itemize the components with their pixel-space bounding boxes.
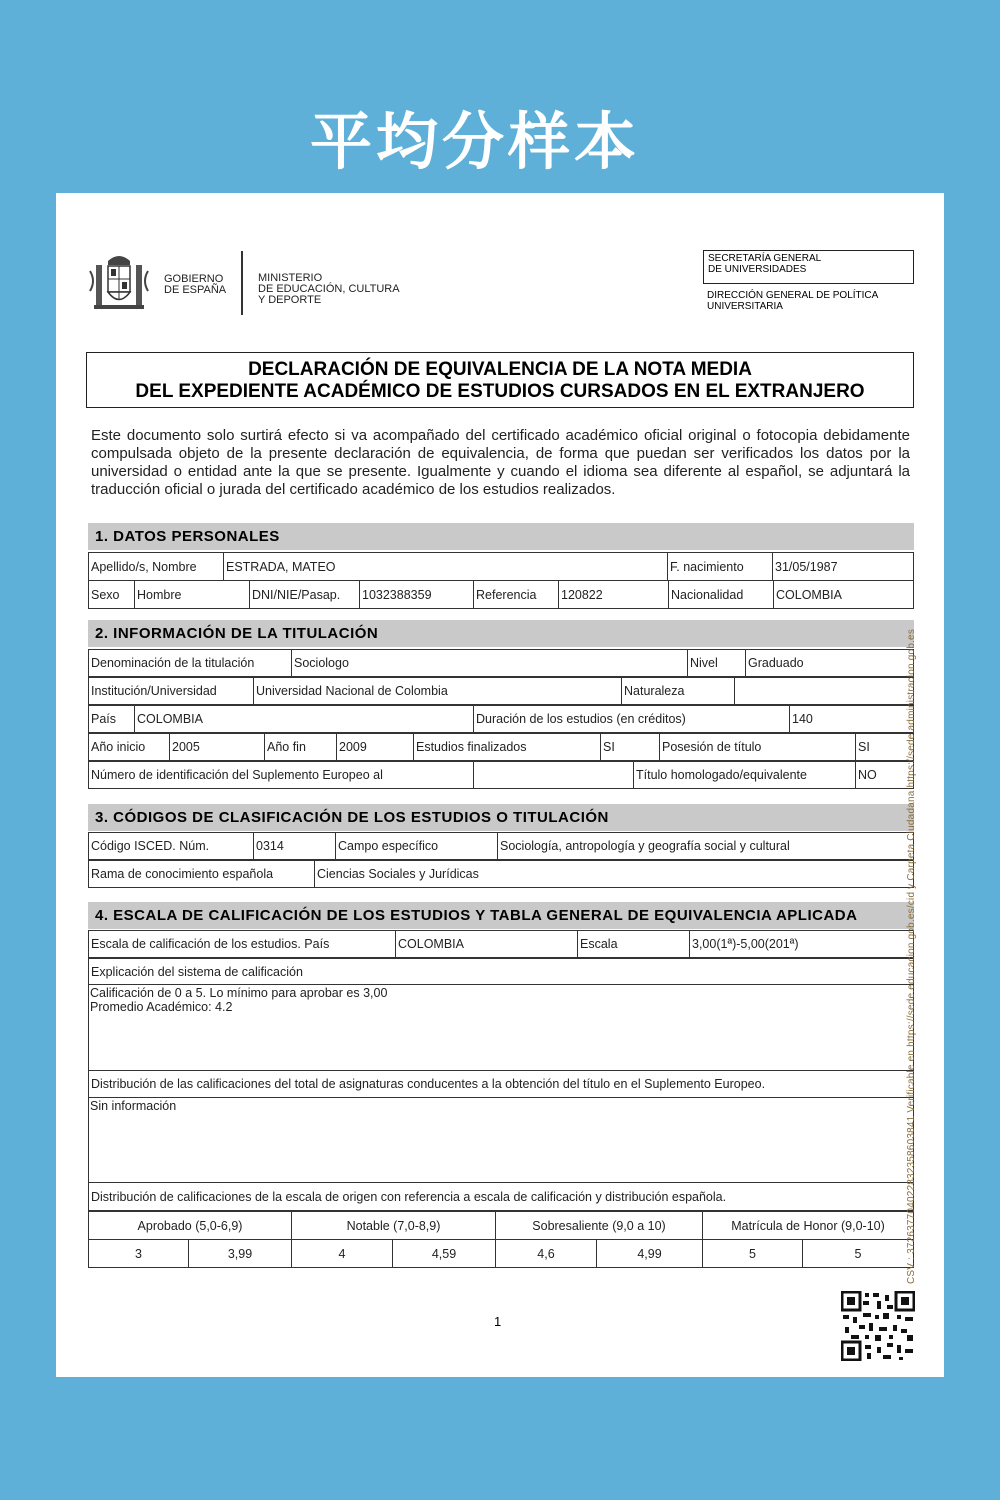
title-line-1: DECLARACIÓN DE EQUIVALENCIA DE LA NOTA MEDIA: [248, 359, 752, 380]
grade-to: 3,99: [188, 1240, 291, 1267]
nivel-label: Nivel: [687, 650, 745, 676]
grade-to: 4,99: [596, 1240, 702, 1267]
section-1-heading: 1. DATOS PERSONALES: [88, 523, 914, 550]
grade-to: 5: [802, 1240, 913, 1267]
header-separator: [241, 251, 243, 315]
explicacion-text: [88, 986, 914, 1014]
grade-to: 4,59: [392, 1240, 495, 1267]
grade-name: Aprobado (5,0-6,9): [137, 1218, 243, 1233]
gov-line-2: DE ESPAÑA: [164, 284, 227, 296]
posesion-label: Posesión de título: [659, 734, 855, 760]
inicio-label: Año inicio: [91, 740, 146, 754]
escala-col-label: Escala: [577, 931, 689, 957]
distribucion-text: Sin información: [90, 1099, 177, 1113]
gov-line-1: GOBIERNO: [164, 273, 224, 285]
title-row-2: [88, 677, 914, 705]
homologado-label: Título homologado/equivalente: [633, 762, 855, 788]
nationality-label: Nacionalidad: [668, 581, 773, 608]
explicacion-line-2: Promedio Académico: 4.2: [90, 1000, 233, 1014]
campo-label: Campo específico: [335, 833, 497, 859]
escala-label: Escala de calificación de los estudios. País: [91, 937, 330, 951]
inicio-value: 2005: [169, 734, 264, 760]
estudios-finalizados-value: SI: [600, 734, 659, 760]
codes-row-1: [88, 832, 914, 860]
pais-value: COLOMBIA: [134, 706, 473, 732]
ministry-line-1: MINISTERIO: [258, 272, 323, 284]
nivel-value: Graduado: [745, 650, 913, 676]
escala-value: 3,00(1ª)-5,00(201ª): [689, 931, 913, 957]
distribucion-label-row: [88, 1070, 914, 1098]
direccion-line-2: UNIVERSITARIA: [707, 301, 783, 312]
title-line-2: DEL EXPEDIENTE ACADÉMICO DE ESTUDIOS CURSADOS EN EL EXTRANJERO: [135, 381, 865, 402]
section-3-heading: 3. CÓDIGOS DE CLASIFICACIÓN DE LOS ESTUDIOS O TITULACIÓN: [88, 804, 914, 831]
ministry-line-2: DE EDUCACIÓN, CULTURA: [258, 283, 400, 295]
naturaleza-label: Naturaleza: [621, 678, 734, 704]
section-4-heading: 4. ESCALA DE CALIFICACIÓN DE LOS ESTUDIOS Y TABLA GENERAL DE EQUIVALENCIA APLICADA: [88, 902, 914, 929]
ref-label: Referencia: [473, 581, 558, 608]
name-value: ESTRADA, MATEO: [223, 553, 667, 580]
gov-label: [164, 274, 226, 296]
grade-from: 4,6: [495, 1240, 596, 1267]
direccion-line-1: DIRECCIÓN GENERAL DE POLÍTICA: [707, 290, 879, 301]
title-row-3: [88, 705, 914, 733]
dni-label: DNI/NIE/Pasap.: [249, 581, 359, 608]
birth-value: 31/05/1987: [772, 553, 913, 580]
intro-paragraph: Este documento solo surtirá efecto si va acompañado del certificado académico oficial original o fotocopia debidamente compulsada objeto de la presente declaración de equivalencia, de forma que puedan ser verificados los datos por la universidad o entidad ante la que se presente. Igualmente y cuando el idioma sea diferente al español, se adjuntará la traducción oficial o jurada del certificado académico de los estudios realizados.: [91, 427, 910, 498]
grades-header-row: [88, 1211, 914, 1240]
posesion-value: SI: [855, 734, 913, 760]
ministry-line-3: Y DEPORTE: [258, 294, 322, 306]
codes-row-2: [88, 860, 914, 888]
isced-value: 0314: [253, 833, 335, 859]
fin-label: Año fin: [264, 734, 336, 760]
secretaria-line-1: SECRETARÍA GENERAL: [708, 253, 822, 264]
secretaria-line-2: DE UNIVERSIDADES: [708, 264, 807, 275]
nationality-value: COLOMBIA: [773, 581, 913, 608]
title-row-1: [88, 649, 914, 677]
campo-value: Sociología, antropología y geografía social y cultural: [497, 833, 913, 859]
institucion-label: Institución/Universidad: [91, 684, 217, 698]
title-row-5: [88, 761, 914, 789]
rama-value: Ciencias Sociales y Jurídicas: [314, 861, 913, 887]
grade-name: Sobresaliente (9,0 a 10): [495, 1212, 702, 1239]
personal-row-1: [88, 552, 914, 581]
grade-name: Notable (7,0-8,9): [291, 1212, 495, 1239]
ref-value: 120822: [558, 581, 668, 608]
duracion-label: Duración de los estudios (en créditos): [473, 706, 789, 732]
fin-value: 2009: [336, 734, 413, 760]
section-2-heading: 2. INFORMACIÓN DE LA TITULACIÓN: [88, 620, 914, 647]
grade-name: Matrícula de Honor (9,0-10): [702, 1212, 913, 1239]
grade-from: 3: [135, 1246, 142, 1261]
distribucion2-label-row: [88, 1182, 914, 1211]
sex-value: Hombre: [134, 581, 249, 608]
coat-of-arms-icon: [88, 251, 150, 313]
verification-sidebar: [904, 572, 918, 1284]
grade-from: 5: [702, 1240, 802, 1267]
suplemento-value: [473, 762, 633, 788]
isced-label: Código ISCED. Núm.: [91, 839, 210, 853]
institucion-value: Universidad Nacional de Colombia: [253, 678, 621, 704]
denominacion-label: Denominación de la titulación: [91, 656, 255, 670]
document-title: [86, 352, 914, 408]
duracion-value: 140: [789, 706, 913, 732]
rama-label: Rama de conocimiento española: [91, 867, 274, 881]
qr-code-icon: [841, 1291, 915, 1361]
direccion-label: [707, 290, 878, 312]
name-label: Apellido/s, Nombre: [91, 559, 197, 574]
pais-label: País: [91, 712, 117, 726]
page-number: 1: [494, 1314, 502, 1329]
grade-from: 4: [291, 1240, 392, 1267]
denominacion-value: Sociologo: [291, 650, 687, 676]
grades-values-row: [88, 1239, 914, 1268]
birth-label: F. nacimiento: [667, 553, 772, 580]
verification-text: CSV : 372637704022832358603841 Verificable en https://sede.educacion.gob.es/cid y Carpeta Ciudadana https://sede.administracion.gob.es: [906, 628, 917, 1284]
banner-title: 平均分样本: [309, 105, 640, 178]
escala-pais-value: COLOMBIA: [395, 931, 577, 957]
title-row-4: [88, 733, 914, 761]
explicacion-line-1: Calificación de 0 a 5. Lo mínimo para aprobar es 3,00: [90, 986, 388, 1000]
naturaleza-value: [734, 678, 913, 704]
estudios-finalizados-label: Estudios finalizados: [413, 734, 600, 760]
suplemento-label: Número de identificación del Suplemento Europeo al: [91, 768, 383, 782]
ministry-label: [258, 273, 400, 306]
explicacion-label: Explicación del sistema de calificación: [91, 964, 303, 979]
explicacion-label-row: [88, 958, 914, 985]
homologado-value: NO: [855, 762, 913, 788]
distribucion2-label: Distribución de calificaciones de la escala de origen con referencia a escala de calificación y distribución española.: [91, 1189, 727, 1204]
secretaria-box: [703, 250, 914, 284]
dni-value: 1032388359: [359, 581, 473, 608]
scale-row: [88, 930, 914, 958]
personal-row-2: [88, 580, 914, 609]
distribucion-label: Distribución de las calificaciones del total de asignaturas conducentes a la obtención del título en el Suplemento Europeo.: [91, 1077, 766, 1091]
sex-label: Sexo: [91, 587, 120, 602]
